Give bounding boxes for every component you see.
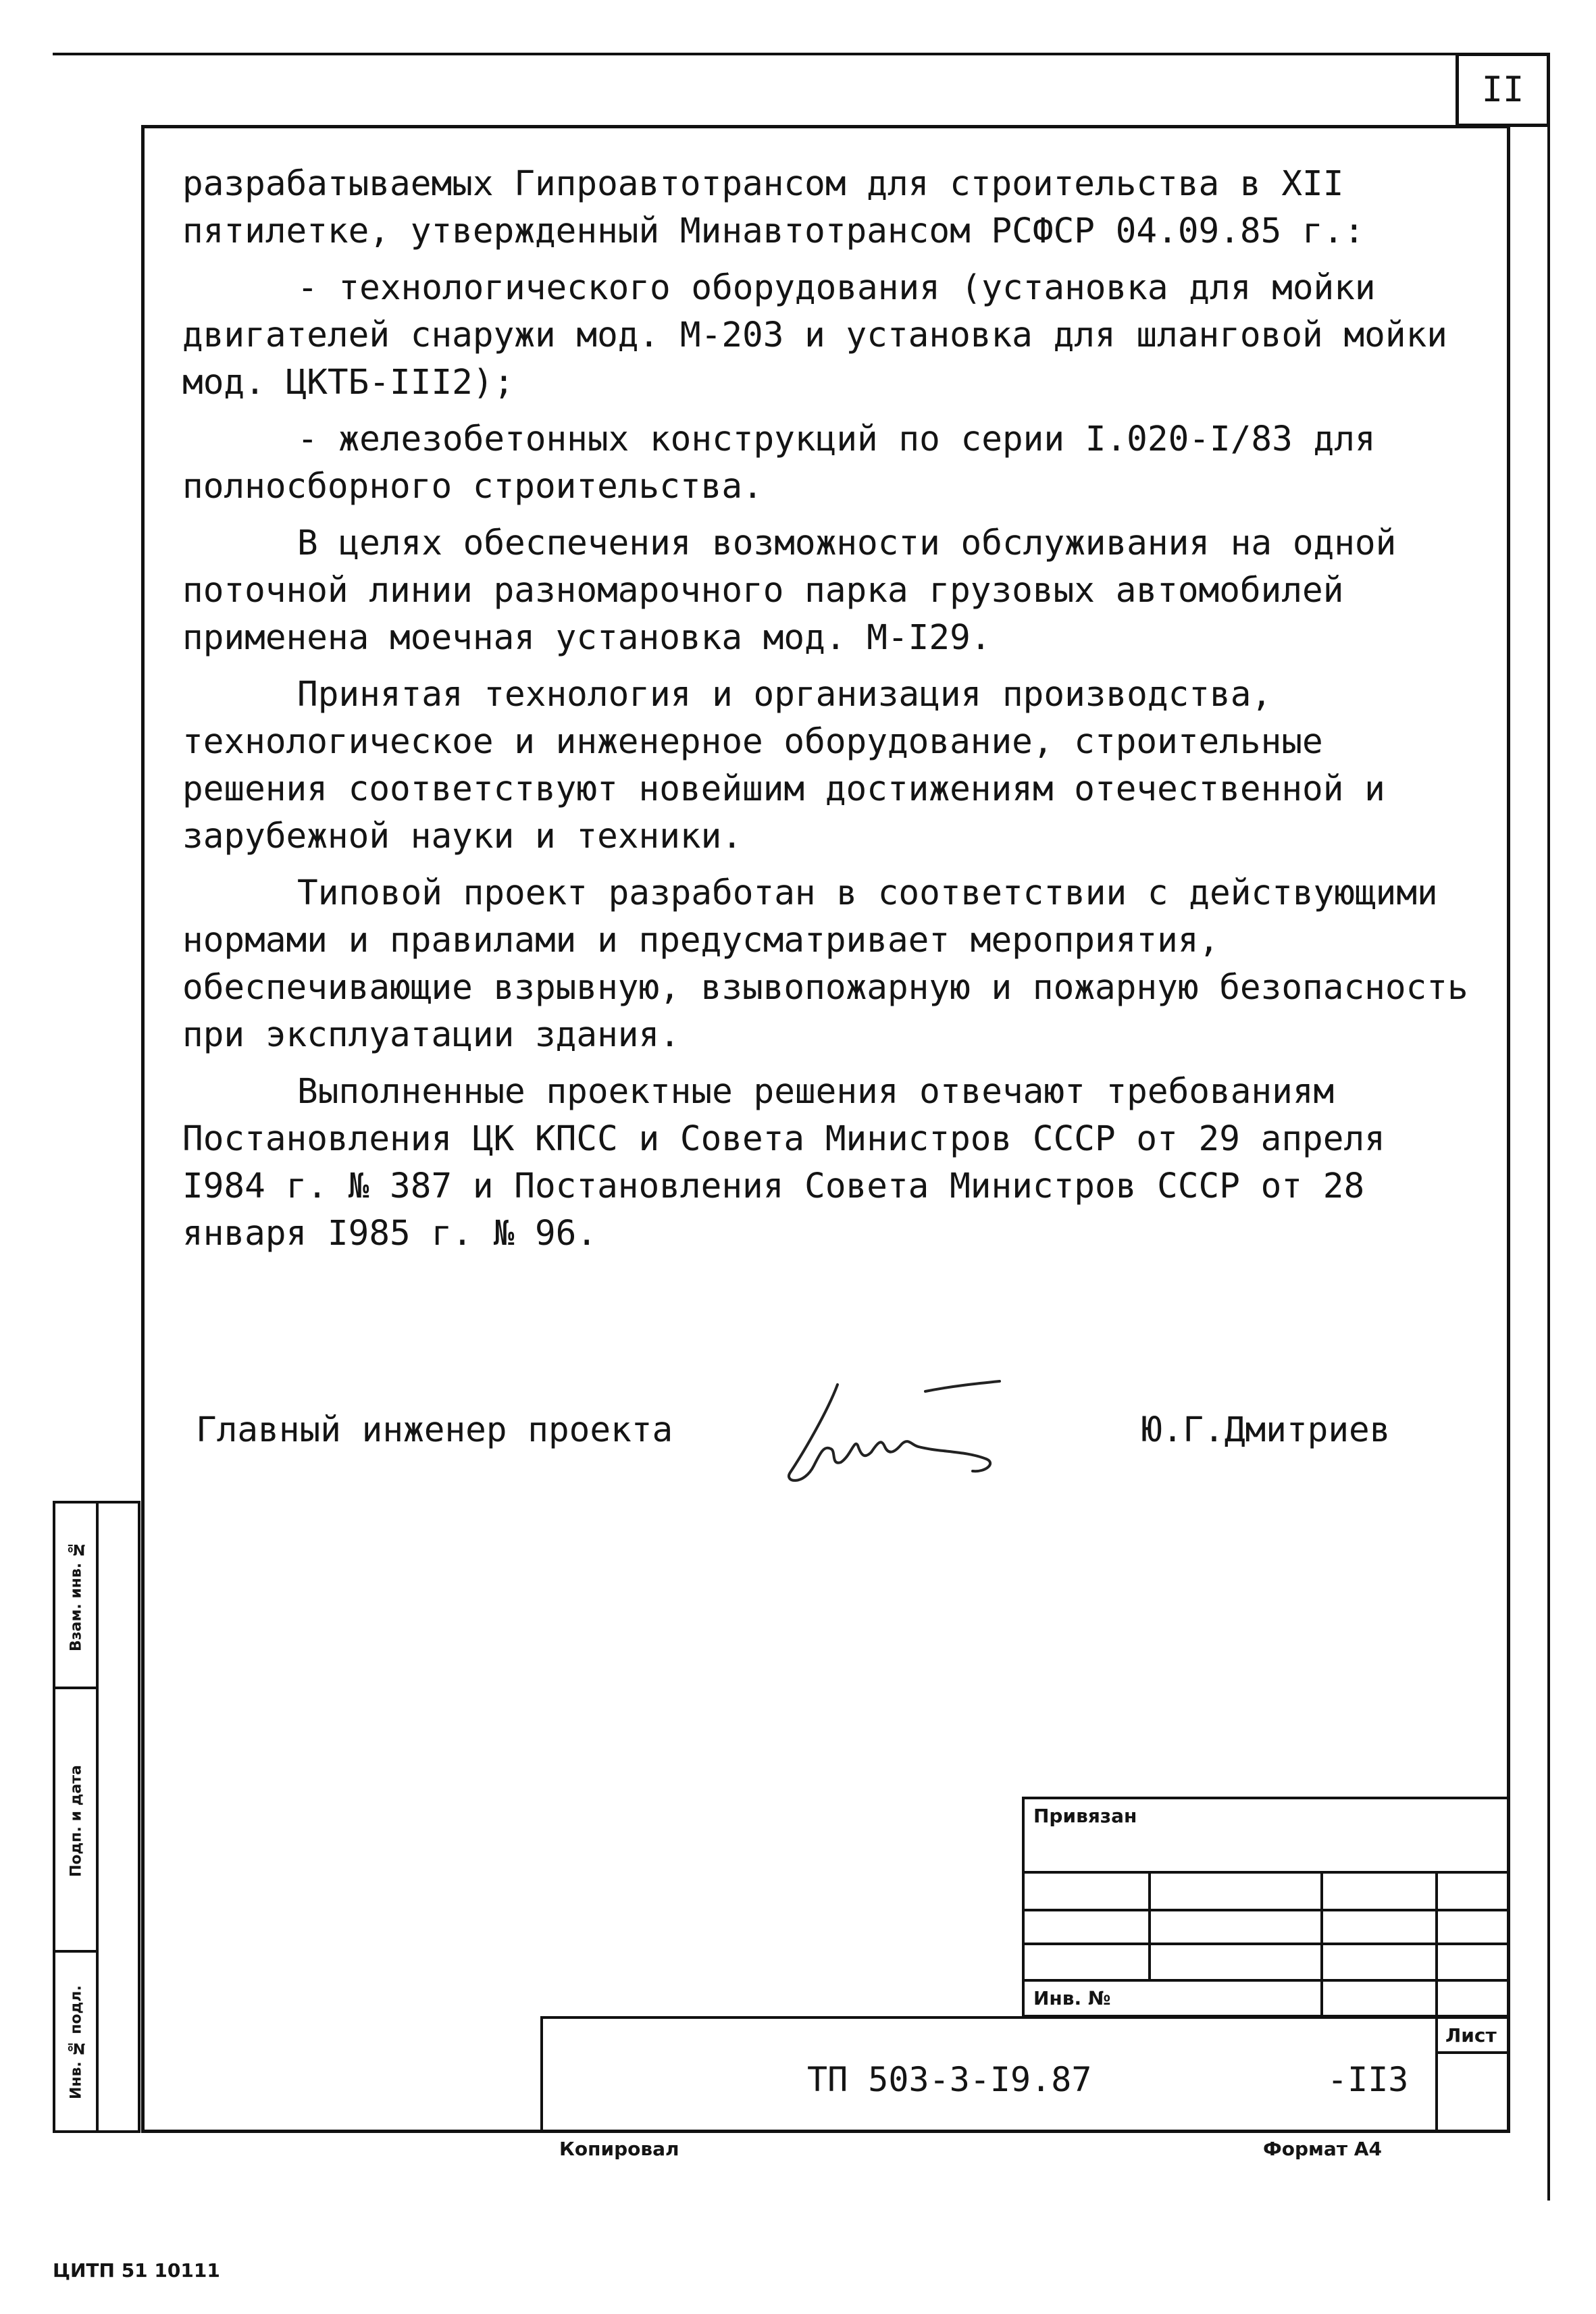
main-text <box>182 161 1479 1267</box>
grid-line <box>1320 1871 1323 2017</box>
stamp-divider <box>96 1503 99 2132</box>
paragraph: - железобетонных конструкций по серии I.020-I/83 для полносборного строительства. <box>182 419 1376 507</box>
print-mark: ЦИТП 51 10111 <box>53 2259 220 2282</box>
top-rule <box>53 53 1550 55</box>
grid-line <box>1435 1871 1438 2017</box>
sheet-number: -II3 <box>1327 2060 1409 2099</box>
stamp-label: Подп. и дата <box>68 1765 85 1877</box>
grid-line <box>1435 2016 1438 2133</box>
signature-title: Главный инженер проекта <box>196 1410 673 1450</box>
paragraph: В целях обеспечения возможности обслуживания на одной поточной линии разномарочного парка грузовых автомобилей применена моечная установка мод. М-I29. <box>182 523 1397 658</box>
right-rule <box>1547 53 1550 2201</box>
stamp-label: Взам. инв. № <box>68 1541 85 1652</box>
inv-label: Инв. № <box>1033 1987 1111 2009</box>
paragraph: Принятая технология и организация производства, технологическое и инженерное оборудование, строительные решения соответствуют новейшим достижениям отечественной и зарубежной науки и техники. <box>182 675 1385 856</box>
doc-code: ТП 503-3-I9.87 <box>807 2060 1092 2099</box>
bound-label: Привязан <box>1033 1805 1137 1827</box>
paragraph: Типовой проект разработан в соответствии с действующими нормами и правилами и предусматривает мероприятия, обеспечивающие взрывную, взывопожарную и пожарную безопасность при эксплуатации здания. <box>182 873 1468 1055</box>
handwritten-signature <box>763 1371 1074 1493</box>
grid-line <box>1435 2051 1510 2054</box>
left-stamp <box>53 1501 140 2133</box>
paragraph: Выполненные проектные решения отвечают требованиям Постановления ЦК КПСС и Совета Министров СССР от 29 апреля I984 г. № 387 и Постановления Совета Министров СССР от 28 января I985 г. № 96. <box>182 1072 1385 1254</box>
paragraph: разрабатываемых Гипроавтотрансом для строительства в XII пятилетке, утвержденный Минавтотрансом РСФСР 04.09.85 г.: <box>182 164 1365 251</box>
copied-label: Копировал <box>559 2138 679 2160</box>
signer-name: Ю.Г.Дмитриев <box>1141 1410 1391 1450</box>
stamp-label: Инв. № подл. <box>68 1985 85 2099</box>
sheet-label: Лист <box>1445 2024 1497 2047</box>
format-label: Формат А4 <box>1263 2138 1382 2160</box>
page-number: II <box>1456 53 1550 127</box>
grid-line <box>1148 1871 1151 1979</box>
paragraph: - технологического оборудования (установка для мойки двигателей снаружи мод. М-203 и установка для шланговой мойки мод. ЦКТБ-III2); <box>182 268 1447 403</box>
